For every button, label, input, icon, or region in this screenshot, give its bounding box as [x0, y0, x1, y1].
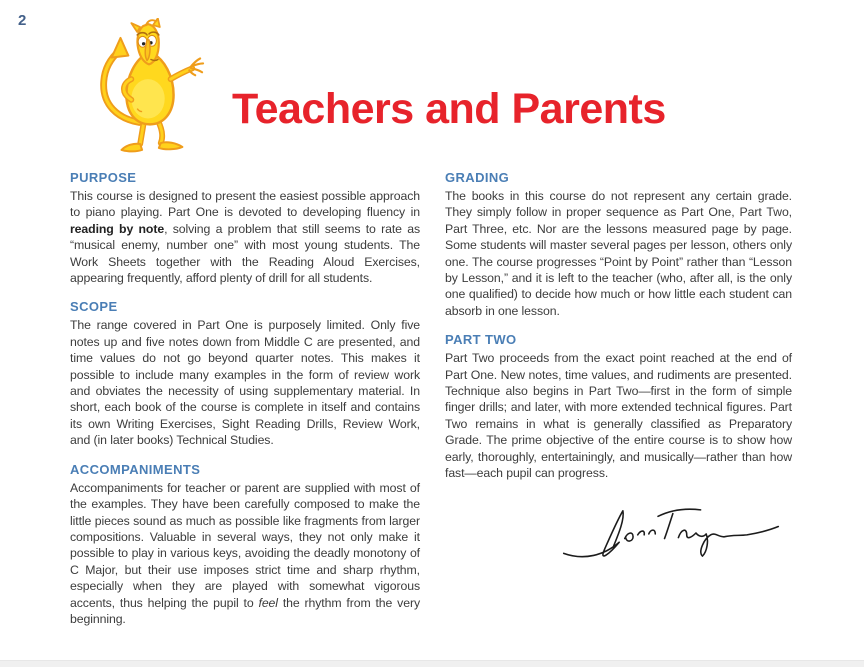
accompaniments-body — [70, 480, 420, 628]
grading-heading: GRADING — [445, 170, 510, 185]
part-two-body: Part Two proceeds from the exact point reached at the end of Part One. New notes, time values, and rudiments are presented. Technique also begins in Part Two—first in the form of simple finger drills; and later, with more extended technical figures. Part Two remains in what is generally classified as Preparatory Grade. The prime objective of the entire course is to show how early, thoroughly, entertainingly, and musically—rather than how fast—each pupil can progress. — [445, 351, 792, 481]
page-title: Teachers and Parents — [232, 84, 666, 133]
section-scope — [70, 299, 420, 448]
scope-heading: SCOPE — [70, 299, 118, 315]
right-column — [445, 170, 792, 640]
signature-icon — [552, 496, 790, 570]
section-accompaniments — [70, 462, 420, 628]
purpose-text-bold: reading by note — [70, 221, 165, 236]
accompaniments-text-pre: Accompaniments for teacher or parent are supplied with most of the examples. They have been carefully composed to make the little pieces sound as much as possible like fragments from larger compositions. Valuable in several ways, they not only make it possible to play in various keys, avoiding the deadly monotony of C Major, but their use imposes strict time and sharp rhythm, especially when they are played with somewhat vigorous accents, thus helping the pupil to — [70, 480, 420, 610]
part-two-heading: PART TWO — [445, 332, 517, 348]
section-grading — [445, 170, 792, 319]
page-number: 2 — [18, 12, 27, 29]
scope-body: The range covered in Part One is purposely limited. Only five notes up and five notes down from Middle C are presented, and time values do not go beyond quarter notes. This makes it possible to include many examples in the form of review work and obviates the necessity of using supplementary material. In short, each book of the course is complete in itself and contains its own Writing Exercises, Sight Reading Drills, Review Work, and (in later books) Technical Studies. — [70, 318, 420, 448]
two-column-body — [70, 170, 792, 640]
accompaniments-heading: ACCOMPANIMENTS — [70, 461, 201, 477]
section-part-two — [445, 332, 792, 481]
yellow-imp-mascot-icon — [92, 18, 206, 156]
purpose-text-pre: This course is designed to present the easiest possible approach to piano playing. Part One is devoted to developing fluency in — [70, 189, 420, 220]
purpose-heading: PURPOSE — [70, 170, 137, 185]
mascot-illustration — [92, 18, 206, 161]
author-signature — [445, 496, 792, 575]
grading-body: The books in this course do not represent any certain grade. They simply follow in proper sequence as Part One, Part Two, Part Three, etc. Nor are the lessons measured page by page. Some students will master several pages per lesson, others only one. The course progresses “Point by Point” rather than “Lesson by Lesson,” and it is left to the teacher (who, after all, is the only one qualified) to decide how much or how little each student can absorb in one lesson. — [445, 189, 792, 318]
accompaniments-text-post: the rhythm from the very beginning. — [70, 595, 420, 626]
page-bottom-edge — [0, 660, 864, 667]
accompaniments-text-italic: feel — [258, 595, 278, 610]
left-column — [70, 170, 420, 640]
purpose-body — [70, 188, 420, 286]
section-purpose — [70, 170, 420, 286]
purpose-text-post: , solving a problem that still seems to rate as “musical enemy, number one” with most young students. The Work Sheets together with the Reading Aloud Exercises, appearing frequently, afford plenty of drill for all students. — [70, 221, 420, 286]
